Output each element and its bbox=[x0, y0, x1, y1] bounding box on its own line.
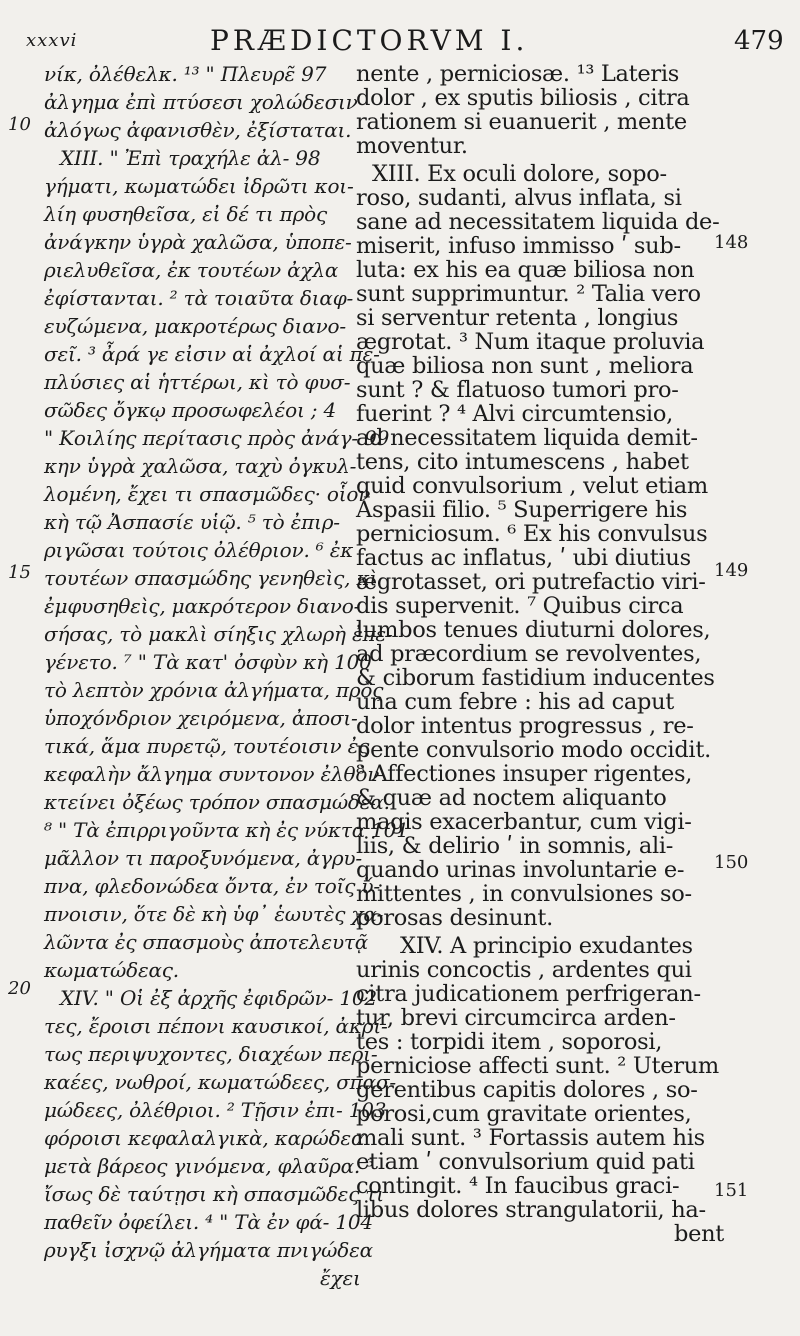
greek-line: νίκ, ὀλέθελκ. ¹³ " Πλευρε̃ 97 bbox=[44, 62, 327, 86]
greek-line: πλύσιες αἱ ἡττέρωι, κὶ τὸ φυσ- bbox=[44, 370, 351, 394]
greek-line: τες, ἔροισι πέπονι καυσικοί, ἀκρί- bbox=[44, 1014, 388, 1038]
latin-line: perniciosum. ⁶ Ex his convulsus bbox=[356, 521, 708, 547]
greek-line: μετὰ βάρεος γινόμενα, φλαῦρα. ³ bbox=[44, 1154, 375, 1178]
margin-number-150: 150 bbox=[714, 852, 749, 873]
latin-line: ad præcordium se revolventes, bbox=[356, 641, 702, 667]
latin-line: luta: ex his ea quæ biliosa non bbox=[356, 257, 695, 283]
latin-line: sunt supprimuntur. ² Talia vero bbox=[356, 281, 701, 307]
greek-line: κὴ τῷ Ἀσπασίε υἱῷ. ⁵ τὸ ἐπιρ- bbox=[44, 510, 340, 534]
latin-line: tens, cito intumescens , habet bbox=[356, 449, 689, 475]
latin-line: XIV. A principio exudantes bbox=[400, 933, 693, 959]
greek-line: ἴσως δὲ ταύτῃσι κὴ σπασμῶδες τι bbox=[44, 1182, 384, 1206]
greek-line: γένετο. ⁷ " Τὰ κατ' ὀσφὺν κὴ 100 bbox=[44, 650, 372, 674]
latin-line: moventur. bbox=[356, 133, 468, 159]
greek-line: κεφαλὴν ἄλγημα συντονον ἐλθὸν bbox=[44, 762, 380, 786]
greek-line: τως περιψυχοντες, διαχέων περι- bbox=[44, 1042, 378, 1066]
greek-line: ἀλγημα ἐπὶ πτύσεσι χολώδεσιν bbox=[44, 90, 358, 114]
greek-line: μᾶλλον τι παροξυνόμενα, ἀγρυ- bbox=[44, 846, 362, 870]
line-number-15: 15 bbox=[8, 562, 31, 583]
greek-line: XIII. " Ἐπὶ τραχήλε ἀλ- 98 bbox=[60, 146, 321, 170]
latin-line: quando urinas involuntarie e- bbox=[356, 857, 685, 883]
latin-line: ad necessitatem liquida demit- bbox=[356, 425, 698, 451]
latin-line: citra judicationem perfrigeran- bbox=[356, 981, 701, 1007]
latin-line: porosas desinunt. bbox=[356, 905, 553, 931]
latin-line: XIII. Ex oculi dolore, sopo- bbox=[372, 161, 667, 187]
latin-line: pente convulsorio modo occidit. bbox=[356, 737, 711, 763]
greek-line: παθεῖν ὀφείλει. ⁴ " Τὰ ἐν φά- 104 bbox=[44, 1210, 373, 1234]
latin-line: si serventur retenta , longius bbox=[356, 305, 679, 331]
latin-line: una cum febre : his ad caput bbox=[356, 689, 675, 715]
latin-line: liis, & delirio ʹ in somnis, ali- bbox=[356, 833, 674, 859]
latin-line: sunt ? & flatuoso tumori pro- bbox=[356, 377, 679, 403]
greek-line: " Κοιλίης περίτασις πρὸς ἀνάγ- 99 bbox=[44, 426, 390, 450]
latin-line: mittentes , in convulsiones so- bbox=[356, 881, 692, 907]
margin-number-149: 149 bbox=[714, 560, 749, 581]
greek-line: σεῖ. ³ ἆρά γε εἰσιν αἱ ἀχλοί αἱ πε- bbox=[44, 342, 380, 366]
latin-line: quid convulsorium , velut etiam bbox=[356, 473, 708, 499]
greek-line: σήσας, τὸ μακλὶ σίηξις χλωρὴ ἐπε- bbox=[44, 622, 393, 646]
latin-line: ægrotat. ³ Num itaque proluvia bbox=[356, 329, 705, 355]
latin-line: fuerint ? ⁴ Alvi circumtensio, bbox=[356, 401, 673, 427]
latin-line: perniciose affecti sunt. ² Uterum bbox=[356, 1053, 719, 1079]
greek-line: καέες, νωθροί, κωματώδεες, σπασ- bbox=[44, 1070, 396, 1094]
latin-line: quæ biliosa non sunt , meliora bbox=[356, 353, 694, 379]
greek-line: πνα, φλεδονώδεα ὄντα, ἐν τοῖς ὕ- bbox=[44, 874, 380, 898]
latin-line: mali sunt. ³ Fortassis autem his bbox=[356, 1125, 705, 1151]
latin-line: Aspasii filio. ⁵ Superrigere his bbox=[356, 497, 688, 523]
page-number: 479 bbox=[734, 26, 784, 56]
latin-line: dolor intentus progressus , re- bbox=[356, 713, 694, 739]
latin-line: nente , perniciosæ. ¹³ Lateris bbox=[356, 61, 680, 87]
greek-line: ἐμφυσηθεὶς, μακρότερον διανο- bbox=[44, 594, 361, 618]
latin-line: libus dolores strangulatorii, ha- bbox=[356, 1197, 706, 1223]
greek-line: φόροισι κεφαλαλγικὰ, καρώδεα bbox=[44, 1126, 365, 1150]
latin-line: sane ad necessitatem liquida de- bbox=[356, 209, 720, 235]
greek-line: ριγῶσαι τούτοις ὀλέθριον. ⁶ ἐκ bbox=[44, 538, 354, 562]
latin-catchword: bent bbox=[674, 1221, 725, 1247]
line-number-10: 10 bbox=[8, 114, 31, 135]
latin-line: ægrotasset, ori putrefactio viri- bbox=[356, 569, 706, 595]
latin-line: magis exacerbantur, cum vigi- bbox=[356, 809, 692, 835]
latin-line: tur, brevi circumcirca arden- bbox=[356, 1005, 676, 1031]
latin-line: & ciborum fastidium inducentes bbox=[356, 665, 715, 691]
latin-line: ⁸ Affectiones insuper rigentes, bbox=[356, 761, 693, 787]
line-number-20: 20 bbox=[8, 978, 31, 999]
latin-line: etiam ʹ convulsorium quid pati bbox=[356, 1149, 695, 1175]
greek-line: κτείνει ὀξέως τρόπον σπασμώδεα. bbox=[44, 790, 390, 814]
greek-line: σῶδες ὄγκῳ προσωφελέοι ; 4 bbox=[44, 398, 336, 422]
running-header bbox=[0, 22, 800, 62]
page-title: PRÆDICTORVM I. bbox=[210, 24, 529, 57]
margin-number-148: 148 bbox=[714, 232, 749, 253]
greek-line: ἀλόγως ἀφανισθὲν, ἐξίσταται. bbox=[44, 118, 352, 142]
latin-line: factus ac inflatus, ʹ ubi diutius bbox=[356, 545, 691, 571]
greek-catchword: ἔχει bbox=[320, 1266, 361, 1290]
greek-line: κην ὑγρὰ χαλῶσα, ταχὺ ὀγκυλ- bbox=[44, 454, 357, 478]
greek-line: λίη φυσηθεῖσα, εἰ δέ τι πρὸς bbox=[44, 202, 328, 226]
greek-line: γήματι, κωματώδει ἰδρῶτι κοι- bbox=[44, 174, 354, 198]
greek-line: ριελυθεῖσα, ἐκ τουτέων ἀχλα bbox=[44, 258, 339, 282]
greek-line: λομένη, ἔχει τι σπασμῶδες· οἷον bbox=[44, 482, 371, 506]
latin-line: lumbos tenues diuturni dolores, bbox=[356, 617, 711, 643]
greek-line: τουτέων σπασμώδης γενηθεὶς, κὶ bbox=[44, 566, 378, 590]
latin-line: urinis concoctis , ardentes qui bbox=[356, 957, 692, 983]
latin-line: dis supervenit. ⁷ Quibus circa bbox=[356, 593, 684, 619]
latin-line: dolor , ex sputis biliosis , citra bbox=[356, 85, 690, 111]
latin-line: miserit, infuso immisso ʹ sub- bbox=[356, 233, 681, 259]
latin-line: & quæ ad noctem aliquanto bbox=[356, 785, 667, 811]
greek-line: ἐφίστανται. ² τὰ τοιαῦτα διαφ- bbox=[44, 286, 354, 310]
latin-line: contingit. ⁴ In faucibus graci- bbox=[356, 1173, 680, 1199]
latin-line: rationem si euanuerit , mente bbox=[356, 109, 687, 135]
greek-line: τὸ λεπτὸν χρόνια ἀλγήματα, πρὸς bbox=[44, 678, 384, 702]
greek-line: XIV. " Οἱ ἐξ ἀρχῆς ἐφιδρῶν- 102 bbox=[60, 986, 377, 1010]
greek-line: ἀνάγκην ὑγρὰ χαλῶσα, ὑποπε- bbox=[44, 230, 352, 254]
header-signature: xxxvi bbox=[26, 30, 78, 51]
greek-line: ὑποχόνδριον χειρόμενα, ἀποσι- bbox=[44, 706, 358, 730]
latin-line: roso, sudanti, alvus inflata, si bbox=[356, 185, 682, 211]
greek-line: ευζώμενα, μακροτέρως διανο- bbox=[44, 314, 346, 338]
latin-line: tes : torpidi item , soporosi, bbox=[356, 1029, 663, 1055]
greek-line: τικά, ἅμα πυρετῷ, τουτέοισιν ἐς bbox=[44, 734, 370, 758]
greek-line: πνοισιν, ὅτε δὲ κὴ ὑφ᾽ ἑωυτὲς χα- bbox=[44, 902, 384, 926]
greek-line: λῶντα ἐς σπασμοὺς ἀποτελευτᾷ bbox=[44, 930, 369, 954]
latin-line: gerentibus capitis dolores , so- bbox=[356, 1077, 698, 1103]
latin-line: porosi,cum gravitate orientes, bbox=[356, 1101, 692, 1127]
greek-line: κωματώδεας. bbox=[44, 958, 179, 982]
margin-number-151: 151 bbox=[714, 1180, 749, 1201]
greek-line: μώδεες, ὀλέθριοι. ² Τῇσιν ἐπι- 103 bbox=[44, 1098, 387, 1122]
greek-line: ρυγξι ἰσχνῷ ἀλγήματα πνιγώδεα bbox=[44, 1238, 373, 1262]
greek-line: ⁸ " Τὰ ἐπιρριγοῦντα κὴ ἐς νύκτα 101 bbox=[44, 818, 409, 842]
